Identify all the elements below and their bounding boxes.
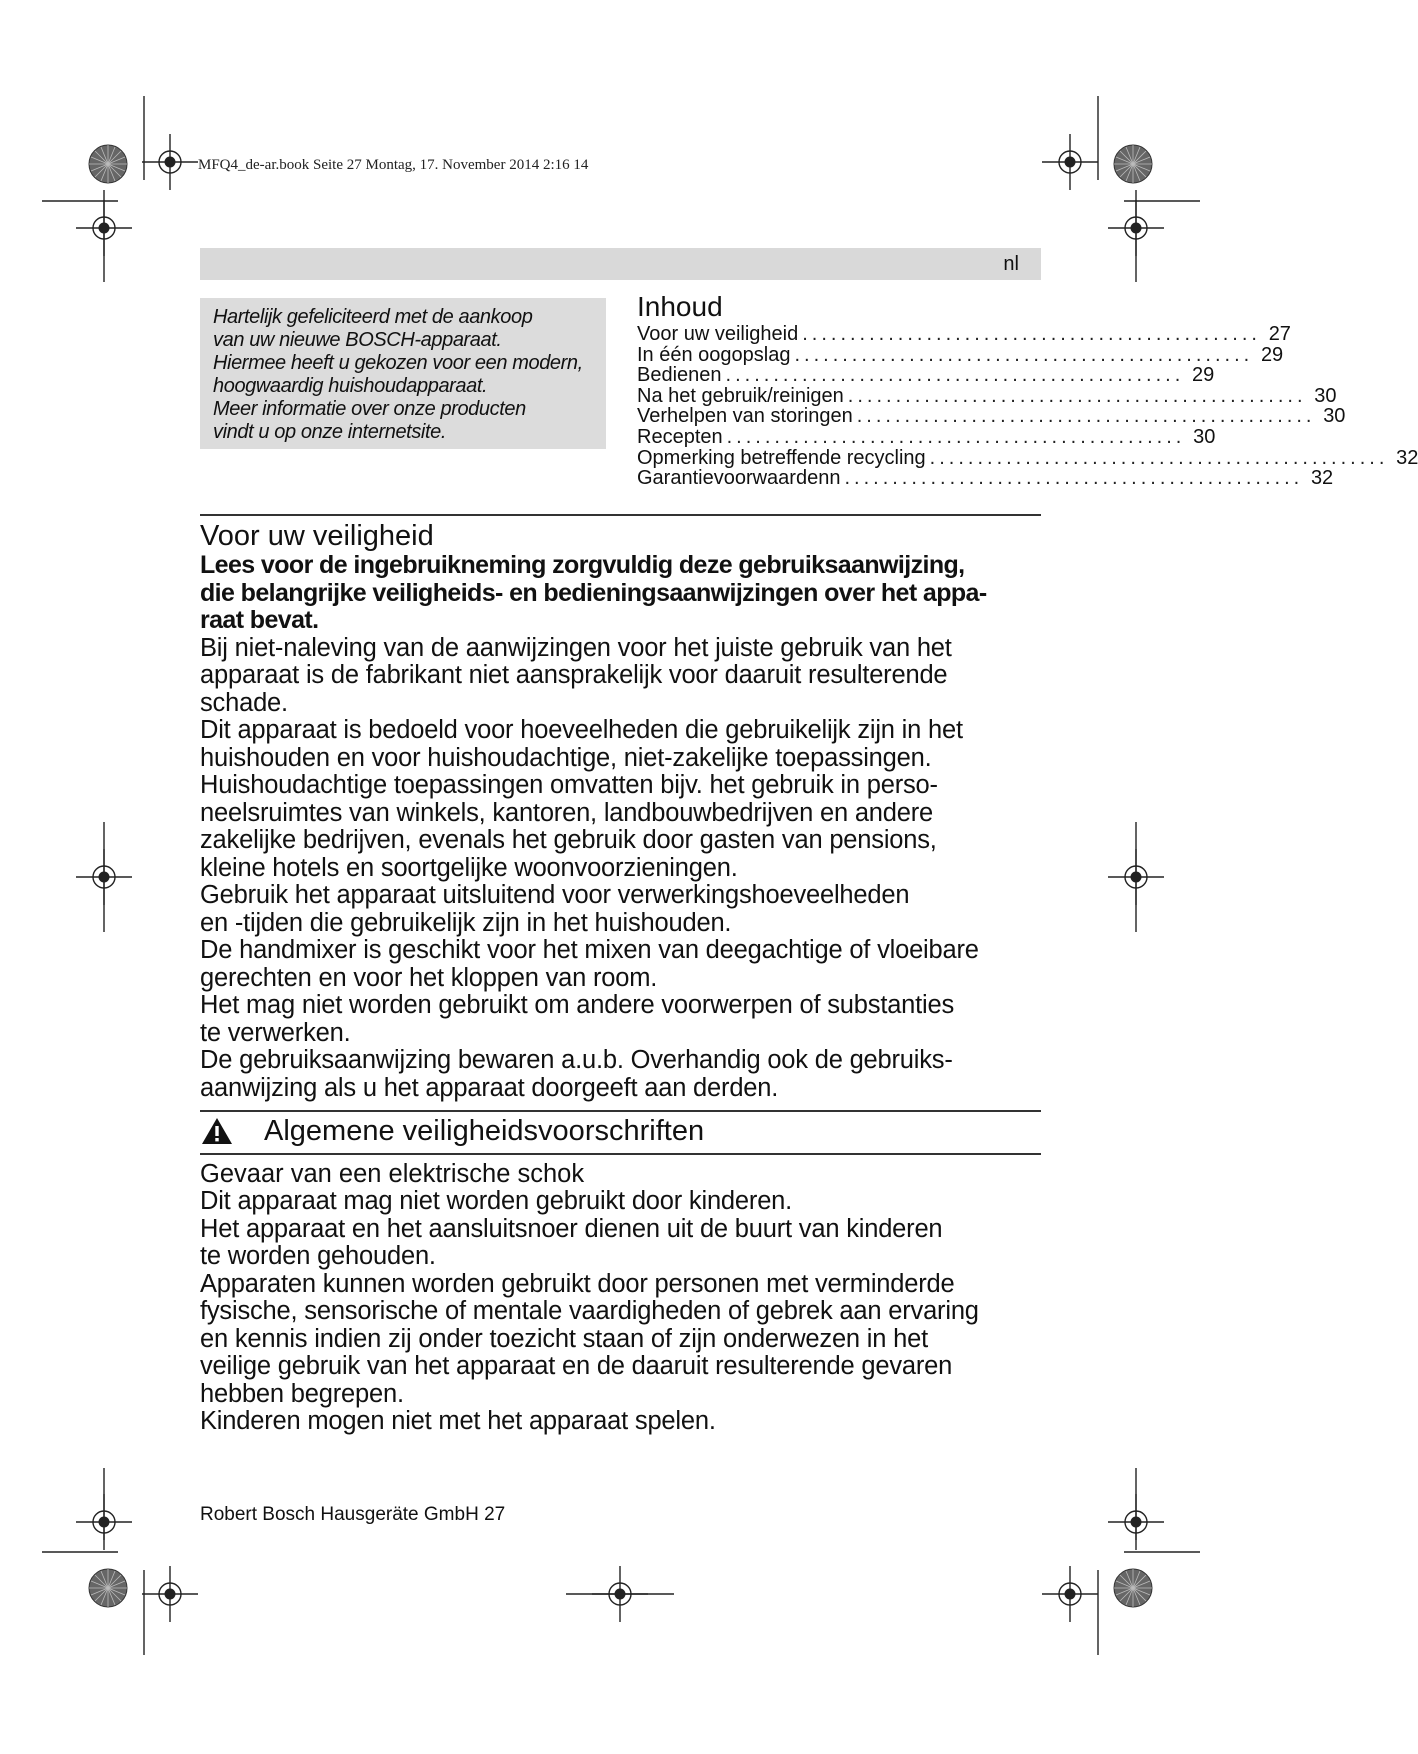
body-line: Gebruik het apparaat uitsluitend voor verwerkingshoeveelheden xyxy=(200,881,910,909)
toc-entry[interactable]: Recepten ................................................ 30 xyxy=(637,425,1216,448)
toc-entry-label: Garantievoorwaardenn xyxy=(637,467,841,490)
toc-entry[interactable]: Na het gebruik/reinigen ................................................ 30 xyxy=(637,384,1337,407)
body-line: Het apparaat en het aansluitsnoer dienen uit de buurt van kinderen xyxy=(200,1214,943,1243)
section-title: Algemene veiligheidsvoorschriften xyxy=(264,1115,705,1147)
page-footer: Robert Bosch Hausgeräte GmbH 27 xyxy=(200,1504,506,1525)
rosette-top-right xyxy=(1114,145,1152,183)
toc-entry-page: 32 xyxy=(1396,446,1418,469)
toc-title: Inhoud xyxy=(637,291,723,322)
toc-entry-page: 29 xyxy=(1260,343,1284,366)
rosette-bottom-left xyxy=(89,1569,127,1607)
body-line: schade. xyxy=(200,688,288,717)
language-code: nl xyxy=(1003,253,1019,275)
body-line: en kennis indien zij onder toezicht staan of zijn onderwezen in het xyxy=(200,1324,928,1353)
safety-lead xyxy=(200,552,1060,635)
section-divider xyxy=(200,1110,1041,1112)
toc-entry-label: Opmerking betreffende recycling xyxy=(637,446,926,469)
toc-entry-page: 30 xyxy=(1314,384,1337,407)
rosette-top-left xyxy=(89,145,127,183)
toc-entry-label: Verhelpen van storingen xyxy=(637,405,853,428)
toc-entry-page: 30 xyxy=(1323,405,1346,428)
toc-entry[interactable]: Verhelpen van storingen ................................................ 30 xyxy=(637,405,1346,428)
warning-heading xyxy=(200,1114,1060,1148)
body-line: te worden gehouden. xyxy=(200,1242,436,1270)
intro-line: Hiermee heeft u gekozen voor een modern, xyxy=(213,352,583,374)
intro-line: Hartelijk gefeliciteerd met de aankoop xyxy=(213,306,533,328)
toc-entry-page: 27 xyxy=(1268,323,1291,345)
intro-line: vindt u op onze internetsite. xyxy=(213,421,446,443)
toc-entry-label: Bedienen xyxy=(637,364,722,387)
registration-mark xyxy=(142,134,198,190)
body-line: Apparaten kunnen worden gebruikt door personen met verminderde xyxy=(200,1269,955,1298)
body-line: te verwerken. xyxy=(200,1018,351,1047)
general-section xyxy=(200,1114,1060,1148)
intro-box xyxy=(200,298,606,449)
print-slug: MFQ4_de-ar.book Seite 27 Montag, 17. November 2014 2:16 14 xyxy=(198,157,589,173)
toc-entry-label: Voor uw veiligheid xyxy=(637,323,799,345)
body-line: Huishoudachtige toepassingen omvatten bijv. het gebruik in perso- xyxy=(200,771,938,799)
intro-text xyxy=(200,298,606,444)
body-line: neelsruimtes van winkels, kantoren, landbouwbedrijven en andere xyxy=(200,798,934,827)
lead-line: raat bevat. xyxy=(200,606,319,634)
body-line: aanwijzing als u het apparaat doorgeeft aan derden. xyxy=(200,1073,779,1102)
body-line: Dit apparaat is bedoeld voor hoeveelheden die gebruikelijk zijn in het xyxy=(200,716,963,744)
body-line: gerechten en voor het kloppen van room. xyxy=(200,963,658,992)
toc-entry[interactable]: Bedienen ................................................ 29 xyxy=(637,364,1215,387)
section-title: Voor uw veiligheid xyxy=(200,520,434,552)
toc-entry-label: In één oogopslag xyxy=(637,343,791,366)
section-divider xyxy=(200,1153,1041,1155)
toc-entry[interactable]: Garantievoorwaardenn ................................................ 32 xyxy=(637,467,1334,490)
registration-mark xyxy=(1042,134,1098,190)
body-line: De gebruiksaanwijzing bewaren a.u.b. Overhandig ook de gebruiks- xyxy=(200,1046,953,1074)
registration-mark xyxy=(142,1566,198,1622)
body-line: Dit apparaat mag niet worden gebruikt door kinderen. xyxy=(200,1187,793,1215)
intro-line: Meer informatie over onze producten xyxy=(213,398,526,420)
body-line: Het mag niet worden gebruikt om andere voorwerpen of substanties xyxy=(200,991,955,1019)
subsection-title: Gevaar van een elektrische schok xyxy=(200,1160,585,1188)
body-line: zakelijke bedrijven, evenals het gebruik door gasten van pensions, xyxy=(200,826,937,854)
body-line: Bij niet-naleving van de aanwijzingen voor het juiste gebruik van het xyxy=(200,633,952,662)
lead-line: Lees voor de ingebruikneming zorgvuldig deze gebruiksaanwijzing, xyxy=(200,551,965,579)
body-line: veilige gebruik van het apparaat en de daaruit resulterende gevaren xyxy=(200,1352,953,1380)
body-line: huishouden en voor huishoudachtige, niet-zakelijke toepassingen. xyxy=(200,743,932,772)
body-line: hebben begrepen. xyxy=(200,1379,404,1408)
toc-entry-page: 29 xyxy=(1192,364,1215,387)
intro-line: van uw nieuwe BOSCH-apparaat. xyxy=(213,329,502,351)
body-line: en -tijden die gebruikelijk zijn in het huishouden. xyxy=(200,908,732,937)
electric-shock-section xyxy=(200,1160,1060,1436)
body-line: kleine hotels en soortgelijke woonvoorzieningen. xyxy=(200,853,738,882)
rosette-bottom-right xyxy=(1114,1569,1152,1607)
body-line: Kinderen mogen niet met het apparaat spelen. xyxy=(200,1407,716,1435)
safety-body xyxy=(200,635,1060,1103)
toc-entry[interactable]: Opmerking betreffende recycling ................................................ 32 xyxy=(637,446,1418,469)
safety-section xyxy=(200,520,1060,1102)
body-line: De handmixer is geschikt voor het mixen van deegachtige of vloeibare xyxy=(200,936,979,964)
lead-line: die belangrijke veiligheids- en bedieningsaanwijzingen over het appa- xyxy=(200,578,987,607)
warning-icon xyxy=(200,1116,234,1146)
toc-entry-page: 30 xyxy=(1193,425,1216,448)
toc-entry-label: Na het gebruik/reinigen xyxy=(637,384,844,407)
general-body xyxy=(200,1188,1060,1436)
toc-entry[interactable]: Voor uw veiligheid ................................................ 27 xyxy=(637,323,1291,345)
toc-entry[interactable]: In één oogopslag ................................................ 29 xyxy=(637,343,1284,366)
toc-entry-page: 32 xyxy=(1310,467,1334,490)
toc-entry-label: Recepten xyxy=(637,425,723,448)
body-line: apparaat is de fabrikant niet aansprakelijk voor daaruit resulterende xyxy=(200,661,948,689)
table-of-contents xyxy=(637,290,1418,490)
section-divider xyxy=(200,514,1041,516)
body-line: fysische, sensorische of mentale vaardigheden of gebrek aan ervaring xyxy=(200,1297,979,1325)
language-bar xyxy=(200,248,1041,280)
intro-line: hoogwaardig huishoudapparaat. xyxy=(213,375,488,397)
registration-mark xyxy=(1042,1566,1098,1622)
